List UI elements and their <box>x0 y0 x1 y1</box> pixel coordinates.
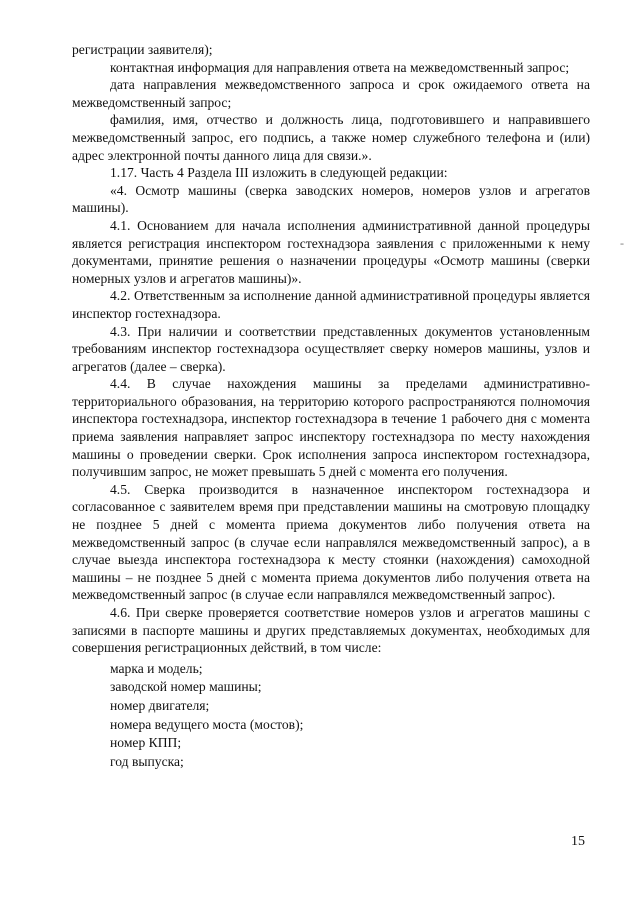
paragraph-4: фамилия, имя, отчество и должность лица, подготовившего и направившего межведомственный запрос, его подпись, а также номер служебного телефона и (или) адрес электронной почты данного лица для связи.». <box>72 112 590 163</box>
list-item: номер двигателя; <box>110 697 210 713</box>
list-item: год выпуска; <box>110 753 184 769</box>
paragraph-7: 4.1. Основанием для начала исполнения административной данной процедуры является регистрация инспектором гостехнадзора заявления с приложенными к нему документами, принятие решения о назначении процедуры «Осмотр машины (сверки номерных узлов и агрегатов машины)». <box>72 217 590 286</box>
document-body <box>72 41 590 771</box>
paragraph-8: 4.2. Ответственным за исполнение данной административной процедуры является инспектор гостехнадзора. <box>72 288 590 321</box>
margin-mark: - <box>620 236 624 250</box>
requirements-list <box>72 660 590 771</box>
paragraph-5: 1.17. Часть 4 Раздела III изложить в следующей редакции: <box>110 165 448 181</box>
list-item: марка и модель; <box>110 660 203 676</box>
paragraph-6: «4. Осмотр машины (сверка заводских номеров, номеров узлов и агрегатов машины). <box>72 182 590 216</box>
paragraph-12: 4.6. При сверке проверяется соответствие номеров узлов и агрегатов машины с записями в паспорте машины и других представляемых документах, необходимых для совершения регистрационных действий, в том числе: <box>72 605 590 656</box>
paragraph-3: дата направления межведомственного запроса и срок ожидаемого ответа на межведомственный запрос; <box>72 77 590 110</box>
paragraph-10: 4.4. В случае нахождения машины за пределами административно-территориального образования, на территорию которого распространяются полномочия инспектора гостехнадзора, инспектор гостехнадзора в течение 1 рабочего дня с момента приема заявления направляет запрос инспектору гостехнадзора по месту нахождения машины о проведении сверки. Срок исполнения запроса инспектором гостехнадзора, получившим запрос, не может превышать 5 дней с момента его получения. <box>72 376 590 480</box>
list-item: номера ведущего моста (мостов); <box>110 716 304 732</box>
paragraph-11: 4.5. Сверка производится в назначенное инспектором гостехнадзора и согласованное с заявителем время при представлении машины на смотровую площадку не позднее 5 дней с момента приема документов либо получения ответа на межведомственный запрос (в случае если направлялся межведомственный запрос), а в случае выезда инспектора гостехнадзора к месту стоянки (нахождения) самоходной машины – не позднее 5 дней с момента приема документов либо получения ответа на межведомственный запрос (в случае если направлялся межведомственный запрос). <box>72 481 590 603</box>
paragraph-1: регистрации заявителя); <box>72 42 213 57</box>
paragraph-2: контактная информация для направления ответа на межведомственный запрос; <box>110 59 570 75</box>
paragraph-9: 4.3. При наличии и соответствии представленных документов установленным требованиям инспектор гостехнадзора осуществляет сверку номеров машины, узлов и агрегатов (далее – сверка). <box>72 323 590 374</box>
list-item: заводской номер машины; <box>110 679 262 695</box>
page-number: 15 <box>571 834 585 849</box>
list-item: номер КПП; <box>110 735 182 751</box>
